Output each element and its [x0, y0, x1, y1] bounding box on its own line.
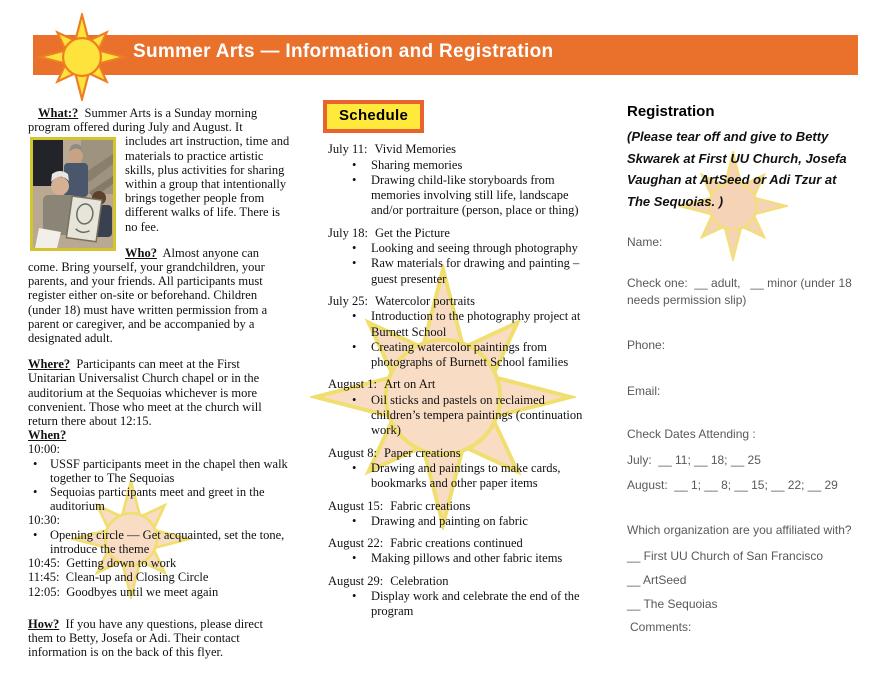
schedule-entry — [323, 499, 591, 530]
what-paragraph-continued: includes art instruction, time and materials to practice artistic skills, plus activities for sharing within a group that intentionally brings together people from different walks of life. There is no fee. — [125, 134, 290, 234]
how-heading: How? — [28, 616, 60, 631]
schedule-entry-title: Watercolor portraits — [374, 293, 475, 308]
schedule-bullet-item: • Drawing child-like storyboards from memories involving still life, landscape and/or portraiture (person, place or thing) — [371, 173, 591, 219]
registration-note: (Please tear off and give to Betty Skwarek at First UU Church, Josefa Vaughan at ArtSeed or Adi Tzur at The Sequoias. ) — [627, 129, 847, 209]
when-line: 10:45: Getting down to work — [28, 556, 177, 571]
schedule-bullet-item: • Drawing and paintings to make cards, bookmarks and other paper items — [371, 461, 591, 492]
what-body — [28, 134, 290, 345]
who-heading: Who? — [125, 245, 157, 260]
when-bullet-item: • Opening circle — Get acquainted, set the tone, introduce the theme — [50, 528, 290, 556]
schedule-entry-date: August 1: — [328, 377, 377, 392]
check-one-line: Check one: __ adult, __ minor (under 18 needs permission slip) — [627, 276, 856, 307]
schedule-bullet-item: • Making pillows and other fabric items — [371, 551, 591, 566]
schedule-entry-title: Fabric creations continued — [390, 536, 523, 551]
how-paragraph: How? If you have any questions, please direct them to Betty, Josefa or Adi. Their contact information is on the back of this flyer. — [28, 616, 264, 660]
schedule-entry — [323, 446, 591, 492]
when-bullet-item: • Sequoias participants meet and greet in the auditorium — [50, 485, 290, 513]
page-title: Summer Arts — Information and Registration — [133, 41, 554, 62]
when-line: 11:45: Clean-up and Closing Circle — [28, 570, 209, 585]
when-bullet-item: • USSF participants meet in the chapel then walk together to The Sequoias — [50, 457, 290, 485]
org-option: __ ArtSeed — [627, 573, 687, 587]
sun-logo-icon — [38, 13, 126, 101]
participants-photo — [30, 137, 116, 251]
comments-label: Comments: — [630, 620, 692, 634]
org-option: __ First UU Church of San Francisco — [627, 549, 824, 563]
schedule-entry-date: August 22: — [328, 536, 384, 551]
schedule-entry — [323, 536, 591, 567]
dates-heading: Check Dates Attending : — [627, 427, 756, 441]
schedule-entry-title: Fabric creations — [390, 498, 471, 513]
schedule-entry-date: July 18: — [328, 225, 368, 240]
schedule-entry — [323, 294, 591, 370]
where-heading: Where? — [28, 357, 71, 372]
schedule-bullet-item: • Raw materials for drawing and painting – guest presenter — [371, 256, 591, 287]
when-time: 10:30: — [28, 513, 60, 528]
org-question: Which organization are you affiliated with? — [627, 523, 852, 537]
schedule-bullet-item: • Sharing memories — [371, 158, 591, 173]
august-dates-line: August: __ 1; __ 8; __ 15; __ 22; __ 29 — [627, 478, 838, 492]
schedule-bullet-item: • Looking and seeing through photography — [371, 241, 591, 256]
schedule-entry-date: August 8: — [328, 445, 377, 460]
schedule-bullet-item: • Drawing and painting on fabric — [371, 514, 591, 529]
registration-column — [627, 103, 863, 635]
phone-field-label: Phone: — [627, 338, 666, 352]
org-option: __ The Sequoias — [627, 597, 718, 611]
schedule-title: Schedule — [339, 107, 409, 124]
schedule-bullet-item: • Introduction to the photography project at Burnett School — [371, 309, 591, 340]
name-field-label: Name: — [627, 235, 663, 249]
schedule-bullet-item: • Oil sticks and pastels on reclaimed children’s tempera paintings (continuation work) — [371, 393, 591, 439]
email-field-label: Email: — [627, 384, 661, 398]
info-column — [28, 106, 290, 659]
where-paragraph: Where? Participants can meet at the First Unitarian Universalist Church chapel or in the auditorium at the Sequoias whichever is more convenient. Those who meet at the church will return there about 12:15. — [28, 357, 262, 429]
schedule-entry-title: Celebration — [390, 573, 449, 588]
schedule-bullet-item: • Display work and celebrate the end of the program — [371, 589, 591, 620]
schedule-title-box — [323, 100, 424, 133]
schedule-entry — [323, 574, 591, 620]
schedule-entry-title: Vivid Memories — [374, 142, 457, 157]
who-paragraph: Who? Almost anyone can come. Bring yourself, your grandchildren, your parents, and your friends. All participants must register either on-site or beforehand. Children (under 18) must have written permission from a parent or caregiver, and be accompanied by a designated adult. — [28, 245, 268, 346]
registration-title: Registration — [627, 103, 715, 120]
schedule-entry-date: July 11: — [328, 142, 368, 157]
schedule-entry — [323, 226, 591, 287]
what-heading: What:? — [38, 106, 79, 120]
schedule-entry — [323, 142, 591, 218]
when-heading: When? — [28, 428, 67, 443]
schedule-entries — [323, 142, 591, 619]
what-paragraph: What:? Summer Arts is a Sunday morning program offered during July and August. It — [28, 106, 258, 135]
when-time: 10:00: — [28, 442, 60, 457]
schedule-bullet-item: • Creating watercolor paintings from photographs of Burnett School families — [371, 340, 591, 371]
schedule-entry-title: Art on Art — [383, 377, 436, 392]
schedule-entry — [323, 377, 591, 438]
schedule-entry-title: Paper creations — [383, 445, 461, 460]
schedule-entry-date: August 15: — [328, 498, 384, 513]
when-line: 12:05: Goodbyes until we meet again — [28, 584, 219, 599]
schedule-column — [323, 100, 591, 627]
july-dates-line: July: __ 11; __ 18; __ 25 — [627, 453, 761, 467]
schedule-entry-date: July 25: — [328, 293, 368, 308]
schedule-entry-title: Get the Picture — [374, 225, 450, 240]
schedule-entry-date: August 29: — [328, 573, 384, 588]
